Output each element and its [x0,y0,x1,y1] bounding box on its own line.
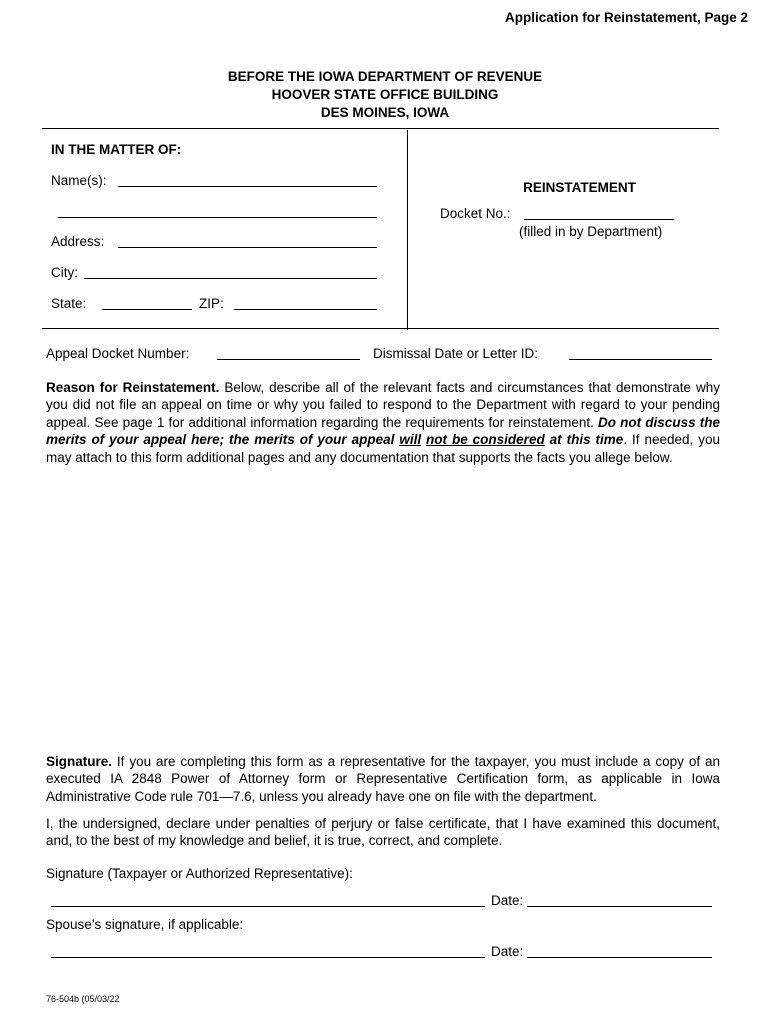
taxpayer-signature-input[interactable] [51,892,485,907]
dismissal-input[interactable] [569,345,712,360]
reason-emphasis-will: will [399,432,422,448]
dismissal-label: Dismissal Date or Letter ID: [373,346,539,361]
date-input-1[interactable] [527,892,712,907]
city-input[interactable] [84,264,377,279]
docket-input[interactable] [524,205,674,220]
caption-divider [407,130,408,330]
reason-heading: Reason for Reinstatement. [46,380,220,395]
reason-paragraph [46,379,720,466]
reason-text-1: Below, describe all of the relevant facts and circumstances that demonstrate why you did not file an appeal on time or why you failed to respond to the Department with regard to your pending appeal. See page 1 for additional information regarding the requirements for reinstatement. [46,380,720,430]
matter-heading: IN THE MATTER OF: [51,142,182,157]
agency-line-2: HOOVER STATE OFFICE BUILDING [271,87,499,102]
state-input[interactable] [102,295,192,310]
declaration-paragraph: I, the undersigned, declare under penalties of perjury or false certificate, that I have examined this document, and, to the best of my knowledge and belief, it is true, correct, and complete. [46,816,720,849]
names-label: Name(s): [51,173,107,188]
reason-emphasis-not-considered: not be considered [426,432,545,448]
names-input-1[interactable] [118,172,377,187]
reinstatement-title: REINSTATEMENT [523,180,636,195]
address-label: Address: [51,234,105,249]
form-id: 76-504b (05/03/22 [46,994,120,1004]
spouse-signature-label: Spouse’s signature, if applicable: [46,917,244,932]
taxpayer-signature-label: Signature (Taxpayer or Authorized Representative): [46,866,353,881]
address-input[interactable] [118,233,377,248]
date-input-2[interactable] [527,943,712,958]
signature-heading: Signature. [46,754,113,769]
reason-emphasis-2: at this time [544,432,624,448]
state-label: State: [51,296,87,311]
caption-bottom-rule [42,328,719,329]
caption-top-rule [42,128,719,129]
reason-textarea[interactable] [44,492,724,751]
appeal-docket-label: Appeal Docket Number: [46,346,190,361]
reason-emphasis-1: Do not discuss the merits of your appeal here; the merits of your appeal [46,414,720,448]
city-label: City: [51,265,78,280]
date-label-1: Date: [491,893,524,908]
zip-label: ZIP: [199,296,224,311]
docket-note: (filled in by Department) [519,224,663,239]
spouse-signature-input[interactable] [51,943,485,958]
page-label: Application for Reinstatement, Page 2 [504,10,748,25]
date-label-2: Date: [491,944,524,959]
docket-label: Docket No.: [440,206,511,221]
names-input-2[interactable] [58,203,377,218]
reason-text-2: . If needed, you may attach to this form additional pages and any documentation that supports the facts you allege below. [46,432,720,465]
signature-paragraph [46,753,720,805]
agency-line-1: BEFORE THE IOWA DEPARTMENT OF REVENUE [227,69,543,84]
zip-input[interactable] [234,295,377,310]
agency-line-3: DES MOINES, IOWA [320,105,450,120]
appeal-docket-input[interactable] [217,345,360,360]
signature-text: If you are completing this form as a representative for the taxpayer, you must include a copy of an executed IA 2848 Power of Attorney form or Representative Certification form, as applicable in Iowa Administrative Code rule 701—7.6, unless you already have one on file with the department. [46,754,720,804]
